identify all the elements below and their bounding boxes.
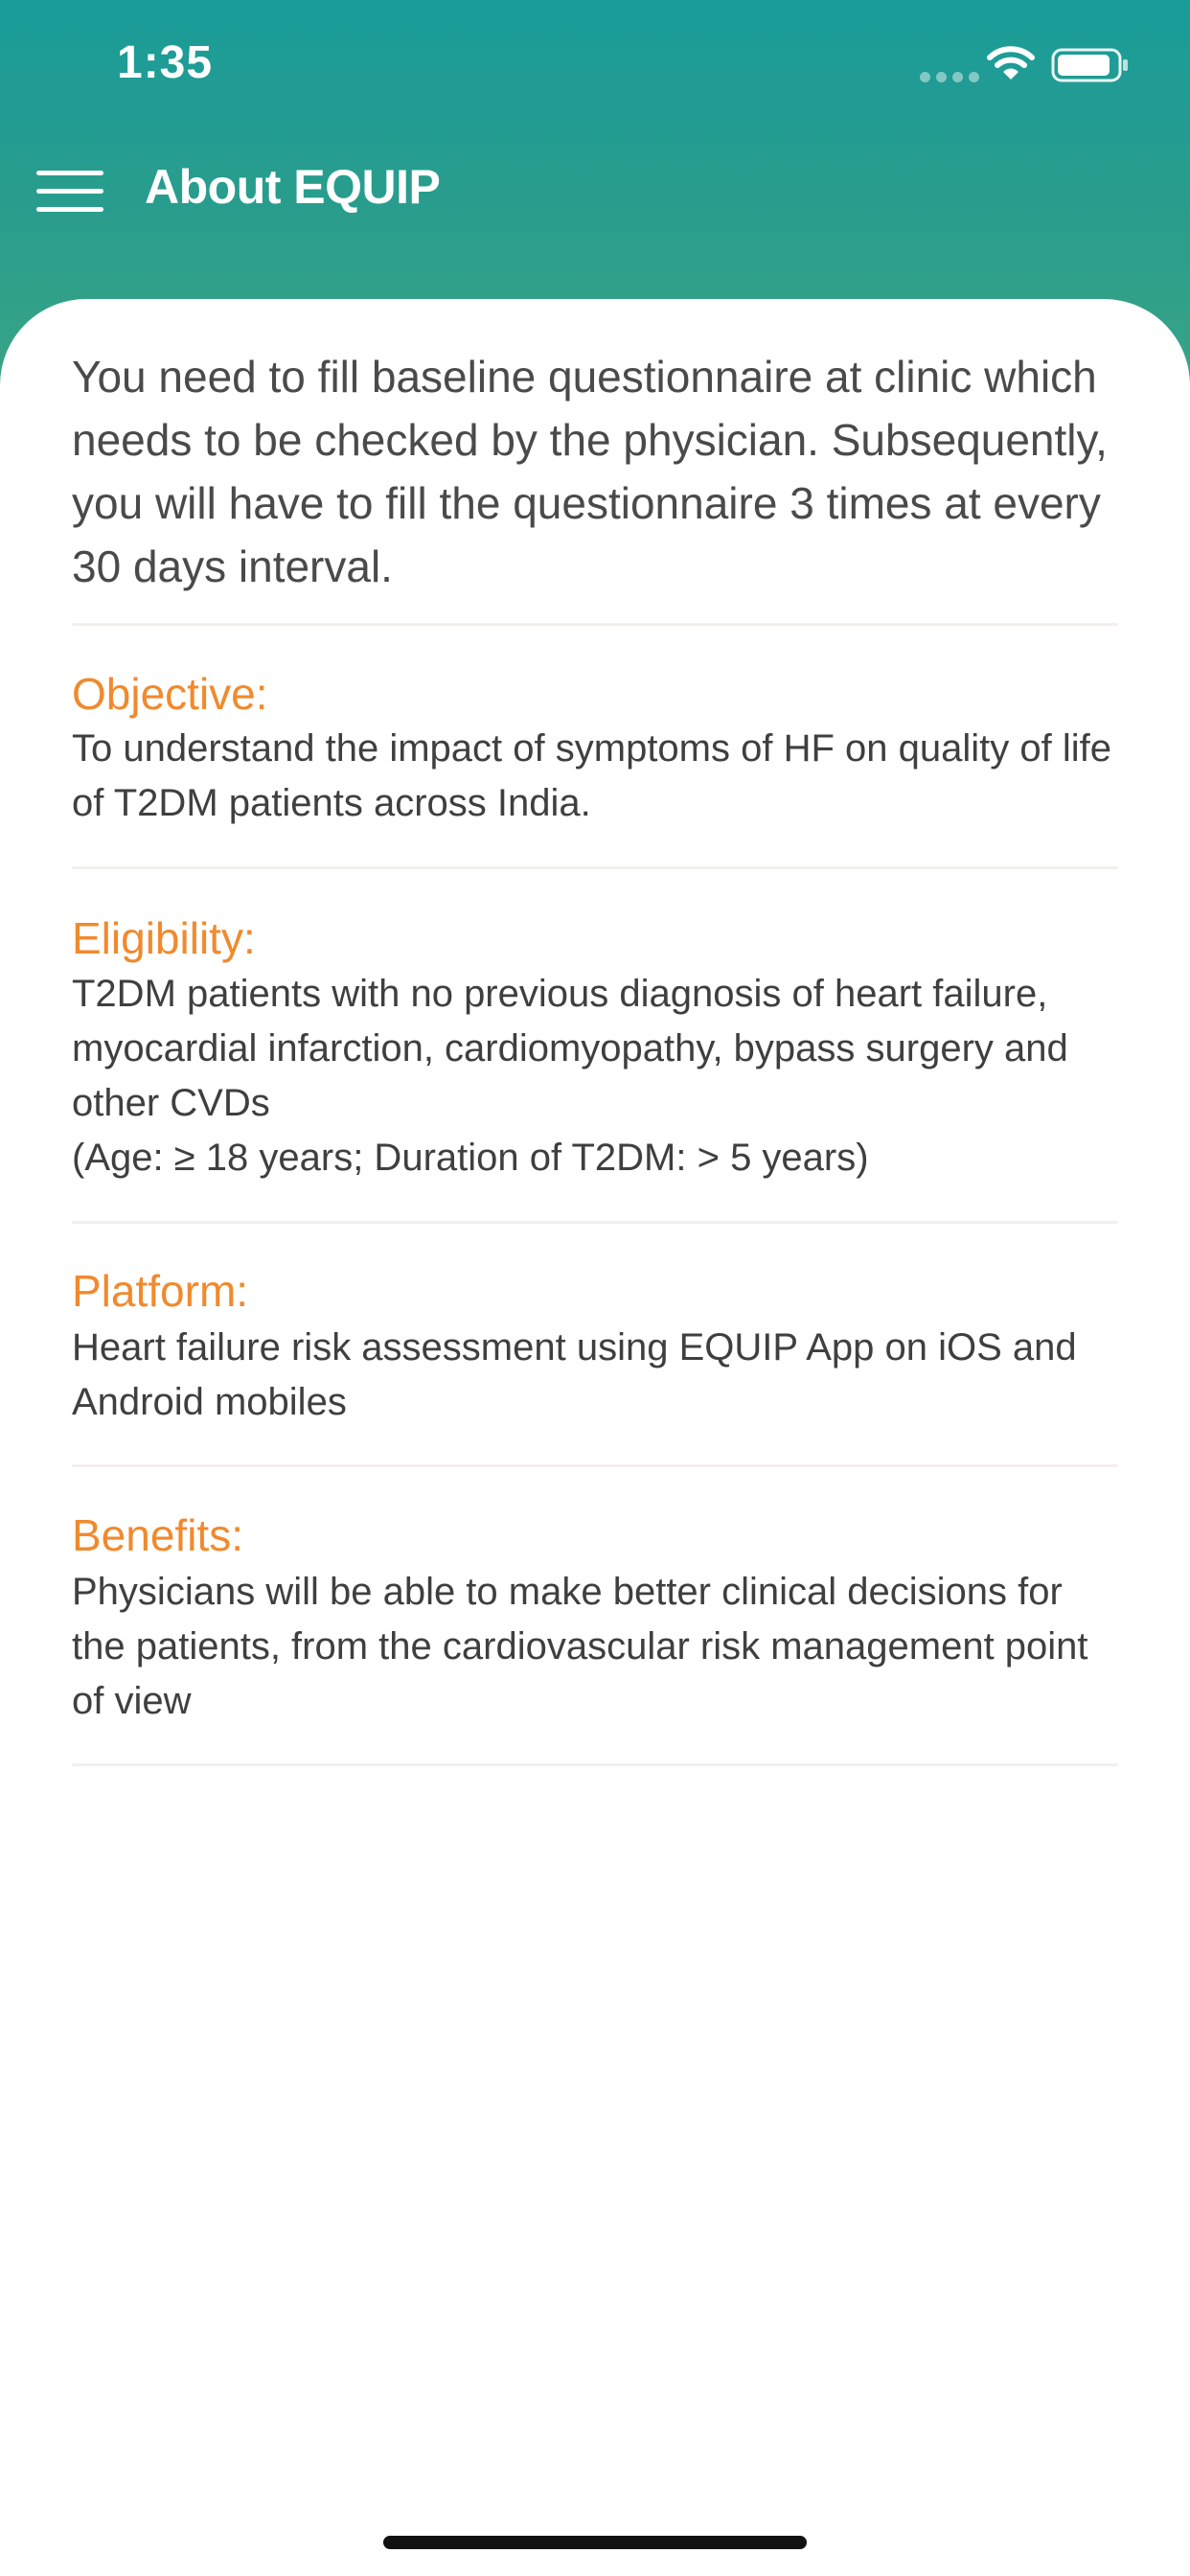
battery-icon [1051,48,1130,82]
wifi-icon [987,44,1035,82]
objective-text: To understand the impact of symptoms of HF on quality of life of T2DM patients across India. [72,727,1111,824]
divider [72,866,1118,869]
home-indicator[interactable] [383,2536,807,2549]
benefits-title: Benefits: [72,1510,243,1560]
divider [72,1763,1118,1766]
hamburger-menu-icon[interactable] [36,171,103,213]
page-title: About EQUIP [145,160,441,214]
objective-title: Objective: [72,669,268,719]
status-bar-time: 1:35 [117,37,214,88]
platform-title: Platform: [72,1266,249,1316]
content-card [0,299,1190,2576]
eligibility-age-note: (Age: ≥ 18 years; Duration of T2DM: > 5 years) [72,1137,869,1179]
eligibility-title: Eligibility: [72,913,256,963]
intro-text: You need to fill baseline questionnaire at clinic which needs to be checked by the physician. Subsequently, you will have to fill the questionnaire 3 times at every 30 days interval. [72,352,1108,591]
eligibility-text: T2DM patients with no previous diagnosis of heart failure, myocardial infarction, cardiomyopathy, bypass surgery and other CVDs [72,973,1068,1124]
benefits-text: Physicians will be able to make better clinical decisions for the patients, from the cardiovascular risk management point of view [72,1571,1088,1722]
divider [72,623,1118,626]
signal-icon [920,72,979,82]
divider [72,1464,1118,1467]
platform-text: Heart failure risk assessment using EQUIP App on iOS and Android mobiles [72,1326,1077,1423]
divider [72,1221,1118,1224]
